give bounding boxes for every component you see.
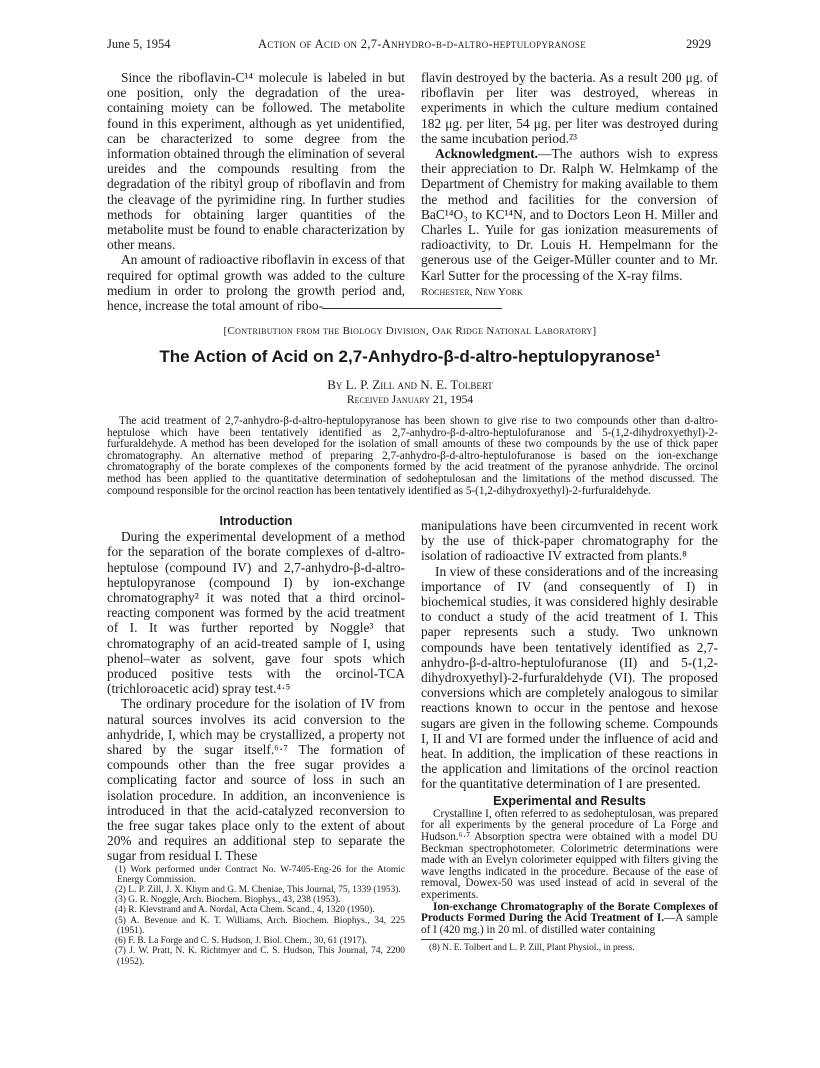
acknowledgment-heading: Acknowledgment.	[435, 146, 539, 162]
article-left-column	[107, 514, 405, 967]
footnote-rule	[421, 939, 493, 940]
prev-article-left-column	[107, 70, 405, 313]
contribution-line: [Contribution from the Biology Division, Oak Ridge National Laboratory]	[223, 325, 597, 337]
footnote: (3) G. R. Noggle, Arch. Biochem. Biophys., 43, 238 (1953).	[115, 895, 341, 906]
footnote: (7) J. W. Pratt, N. K. Richtmyer and C. S. Hudson, This Journal, 74, 2200 (1952).	[115, 946, 405, 967]
section-heading-experimental: Experimental and Results	[493, 793, 646, 808]
article-title: The Action of Acid on 2,7-Anhydro-β-d-altro-heptulopyranose¹	[159, 347, 661, 366]
paragraph: flavin destroyed by the bacteria. As a result 200 μg. of riboflavin per liter was destroyed, whereas in experiments in which the culture medium contained 182 μg. per liter, 54 μg. per liter was destroyed during the same incubation period.²³	[421, 70, 718, 146]
subsection-body: —A sample of I (420 mg.) in 20 ml. of distilled water containing	[421, 912, 718, 936]
running-title: Action of Acid on 2,7-Anhydro-β-d-altro-heptulopyranose	[258, 37, 587, 51]
footnote: (5) A. Bevenue and K. T. Williams, Arch. Biochem. Biophys., 34, 225 (1951).	[115, 915, 405, 936]
footnote: (2) L. P. Zill, J. X. Khym and G. M. Cheniae, This Journal, 75, 1339 (1953).	[115, 885, 401, 896]
paragraph: The ordinary procedure for the isolation of IV from natural sources involves its acid conversion to the anhydride, I, which may be crystallized, a property not shared by the sugar itself.⁶·⁷ The formation of compounds other than the free sugar provides a complicating factor and source of loss in such an isolation procedure. In addition, an inconvenience is introduced in that the acid-catalyzed reconversion to the free sugar takes place only to the extent of about 20% and requires an additional step to separate the sugar from residual I. These	[107, 696, 405, 864]
section-heading-introduction: Introduction	[219, 514, 293, 528]
paragraph: manipulations have been circumvented in recent work by the use of thick-paper chromatography for the isolation of radioactive IV extracted from plants.⁸	[421, 518, 718, 564]
footnote: (8) N. E. Tolbert and L. P. Zill, Plant Physiol., in press.	[429, 943, 635, 954]
footnotes	[107, 865, 405, 967]
paragraph: Crystalline I, often referred to as sedoheptulosan, was prepared for all experiments by the general procedure of La Forge and Hudson.⁶·⁷ Absorption spectra were obtained with a model DU Beckman spectrophotometer. Colorimetric determinations were made with an Evelyn colorimeter equipped with filters giving the wave lengths indicated in the procedure. Because of the ease of removal, Dowex-50 was used instead of acid in several of the experiments.	[421, 807, 718, 902]
article-right-column	[421, 518, 718, 954]
acknowledgment	[421, 146, 718, 283]
header-date: June 5, 1954	[107, 37, 171, 51]
subsection-heading: Ion-exchange Chromatography of the Borate Complexes of Products Formed During the Acid Treatment of I.	[421, 900, 718, 925]
section-divider	[322, 308, 502, 309]
paragraph	[421, 902, 718, 937]
paragraph: Since the riboflavin-C¹⁴ molecule is labeled in but one position, only the degradation of the urea-containing moiety can be followed. The metabolite found in this experiment, although as yet unidentified, can be characterized to some degree from the information obtained through the elimination of several ureides and the compounds resulting from the degradation of the ribityl group of riboflavin and from the cleavage of the pyrimidine ring. In further studies methods for obtaining larger quantities of the metabolite must be found to enable characterization by other means.	[107, 70, 405, 253]
footnotes	[421, 943, 718, 953]
footnote: (1) Work performed under Contract No. W-7405-Eng-26 for the Atomic Energy Commission.	[115, 864, 405, 885]
prev-article-right-column	[421, 70, 718, 300]
acknowledgment-body: —The authors wish to express their appreciation to Dr. Ralph W. Helmkamp of the Department of Chemistry for making available to them the method and facilities for the conversion of BaC¹⁴O₃ to KC¹⁴N, and to Doctors Leon H. Miller and Charles L. Yuile for gas ionization measurements of radioactivity, to Dr. Louis H. Hempelmann for the generous use of the Geiger-Müller counter and to Mr. Karl Sutter for the processing of the X-ray films.	[421, 146, 718, 283]
paragraph: In view of these considerations and of the increasing importance of IV (and consequently of I) in biochemical studies, it was considered highly desirable to conduct a study of the acid treatment of I. This paper represents such a study. Two unknown compounds have been tentatively identified as 2,7-anhydro-β-d-altro-heptulofuranose (II) and 5-(1,2-dihydroxyethyl)-2-furfuraldehyde (VI). The proposed conversions which are completely analogous to similar reactions known to occur in the pentose and hexose sugars are given in the following scheme. Compounds I, II and VI are formed under the influence of acid and heat. In addition, the implication of these reactions in the application and limitations of the orcinol reaction for the quantitative determination of I are presented.	[421, 563, 718, 792]
abstract: The acid treatment of 2,7-anhydro-β-d-altro-heptulopyranose has been shown to give rise to two compounds other than d-altro-heptulose which have been tentatively identified as 2,7-anhydro-β-d-altro-heptulofuranose and 5-(1,2-dihydroxyethyl)-2-furfuraldehyde. A method has been developed for the isolation of small amounts of these two compounds by the use of thick paper chromatography. An alternative method of preparing 2,7-anhydro-β-d-altro-heptulofuranose is based on the ion-exchange chromatography of the borate complexes of the components formed by the acid treatment of the pyranose anhydride. The orcinol method has been applied to the quantitative determination of sedoheptulosan and the limitations of the method discussed. The compound responsible for the orcinol reaction has been tentatively identified as 5-(1,2-dihydroxyethyl)-2-furfuraldehyde.	[107, 415, 718, 497]
author-location: Rochester, New York	[421, 285, 523, 298]
paragraph: During the experimental development of a method for the separation of the borate complexes of d-altro-heptulose (compound IV) and 2,7-anhydro-β-d-altro-heptulopyranose (compound I) by ion-exchange chromatography² it was noted that a third orcinol-reacting component was formed by the acid treatment of I. It was further reported by Noggle³ that chromatography of an acid-treated sample of I, using phenol–water as solvent, gave four spots which produced positive tests with the orcinol-TCA (trichloroacetic acid) spray test.⁴·⁵	[107, 529, 405, 697]
footnote: (4) R. Klevstrand and A. Nordal, Acta Chem. Scand., 4, 1320 (1950).	[115, 905, 375, 916]
footnote: (6) F. B. La Forge and C. S. Hudson, J. Biol. Chem., 30, 61 (1917).	[115, 936, 367, 947]
article-authors: By L. P. Zill and N. E. Tolbert	[327, 377, 493, 392]
experimental-text	[421, 809, 718, 937]
page-number: 2929	[686, 37, 711, 51]
received-date: Received January 21, 1954	[346, 394, 474, 406]
paragraph: An amount of radioactive riboflavin in excess of that required for optimal growth was added to the culture medium in order to prolong the growth period and, hence, increase the total amount of ribo-	[107, 252, 405, 314]
